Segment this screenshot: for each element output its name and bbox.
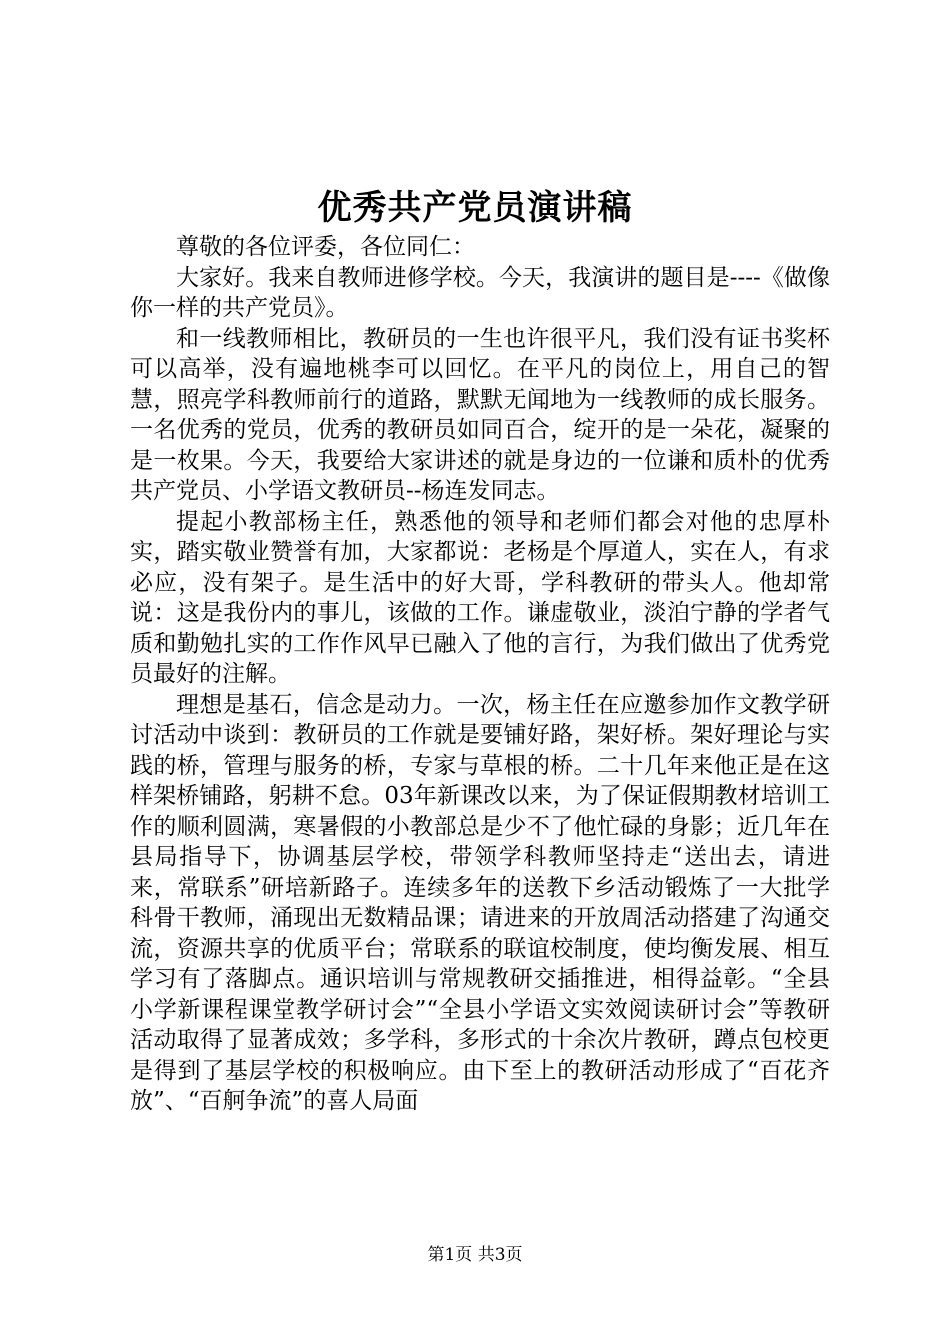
- body-paragraph: 提起小教部杨主任，熟悉他的领导和老师们都会对他的忠厚朴实，踏实敬业赞誉有加，大家都说：老杨是个厚道人，实在人，有求必应，没有架子。是生活中的好大哥，学科教研的带头人。他却常说：这是我份内的事儿，该做的工作。谦虚敬业，淡泊宁静的学者气质和勤勉扎实的工作作风早已融入了他的言行，为我们做出了优秀党员最好的注解。: [130, 508, 830, 687]
- body-paragraph: 理想是基石，信念是动力。一次，杨主任在应邀参加作文教学研讨活动中谈到：教研员的工作就是要铺好路，架好桥。架好理论与实践的桥，管理与服务的桥，专家与草根的桥。二十几年来他正是在这样架桥铺路，躬耕不怠。03年新课改以来，为了保证假期教材培训工作的顺利圆满，寒暑假的小教部总是少不了他忙碌的身影；近几年在县局指导下，协调基层学校，带领学科教师坚持走“送出去，请进来，常联系”研培新路子。连续多年的送教下乡活动锻炼了一大批学科骨干教师，涌现出无数精品课；请进来的开放周活动搭建了沟通交流，资源共享的优质平台；常联系的联谊校制度，使均衡发展、相互学习有了落脚点。通识培训与常规教研交插推进，相得益彰。“全县小学新课程课堂教学研讨会”“全县小学语文实效阅读研讨会”等教研活动取得了显著成效；多学科，多形式的十余次片教研，蹲点包校更是得到了基层学校的积极响应。由下至上的教研活动形成了“百花齐放”、“百舸争流”的喜人局面: [130, 691, 830, 1114]
- body-paragraph: 和一线教师相比，教研员的一生也许很平凡，我们没有证书奖杯可以高举，没有遍地桃李可以回忆。在平凡的岗位上，用自己的智慧，照亮学科教师前行的道路，默默无闻地为一线教师的成长服务。一名优秀的党员，优秀的教研员如同百合，绽开的是一朵花，凝聚的是一枚果。今天，我要给大家讲述的就是身边的一位谦和质朴的优秀共产党员、小学语文教研员--杨连发同志。: [130, 325, 830, 504]
- salutation-paragraph: 尊敬的各位评委，各位同仁：: [176, 234, 475, 260]
- page-number-footer: 第1页 共3页: [427, 1245, 523, 1265]
- body-paragraph: 大家好。我来自教师进修学校。今天，我演讲的题目是----《做像你一样的共产党员》。: [130, 264, 830, 321]
- document-title: 优秀共产党员演讲稿: [317, 188, 633, 228]
- document-body: [130, 232, 830, 1117]
